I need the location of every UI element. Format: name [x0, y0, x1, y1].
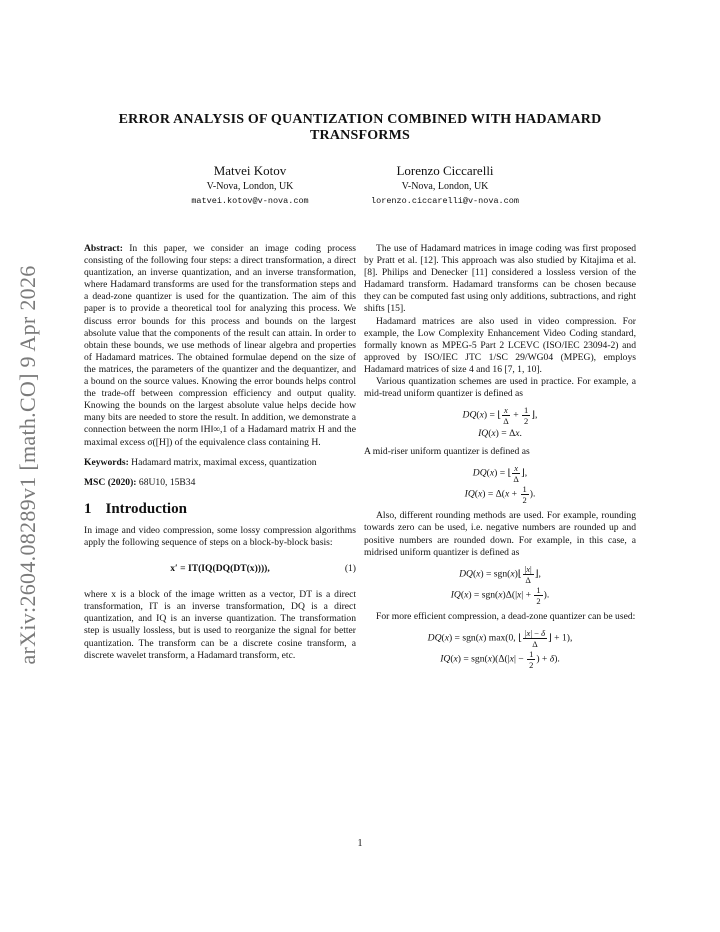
- msc-text: 68U10, 15B34: [138, 476, 196, 488]
- keywords: [84, 457, 356, 469]
- right-paragraph-5: Also, different rounding methods are used. For example, rounding towards zero can be used, i.e. negative numbers are rounded up and positive numbers are rounded down. For example, in this case, a midrised uniform quantizer is defined as: [364, 510, 636, 558]
- equation-1: [84, 563, 356, 575]
- msc: [84, 477, 356, 489]
- author-block-2: [320, 162, 570, 208]
- equation-mid-riser: DQ(x) = ⌊ $\frac{x}{\Delta}$ ⌋, IQ(x) = Δ(x + $\frac{1}{2}$ ).: [464, 463, 536, 506]
- right-paragraph-3: Various quantization schemes are used in practice. For example, a mid-tread uniform quantizer is defined as: [364, 376, 636, 400]
- msc-label: MSC (2020):: [84, 476, 137, 488]
- page-number: 1: [357, 838, 363, 849]
- right-paragraph-4: A mid-riser uniform quantizer is defined as: [364, 446, 530, 458]
- intro-paragraph-2: where x is a block of the image written as a vector, DT is a direct transformation, IT is an inverse transformation, DQ is a direct quantization, and IQ is an inverse quantization. The transformation step is usually lossless, but is used to reorganize the signal for better quantization. The transform can be a discrete cosine transform, a discrete wavelet transform, a Hadamard transform, etc.: [84, 589, 356, 661]
- abstract-label: Abstract:: [84, 243, 123, 254]
- author-affiliation: V-Nova, London, UK: [401, 181, 489, 192]
- keywords-label: Keywords:: [84, 456, 129, 468]
- author-email: lorenzo.ciccarelli@v-nova.com: [371, 196, 519, 206]
- abstract: [84, 243, 356, 449]
- keywords-text: Hadamard matrix, maximal excess, quantization: [131, 456, 317, 468]
- section-heading: [84, 500, 356, 517]
- equation-mid-tread: DQ(x) = ⌊ $\frac{x}{\Delta}$ + $\frac{1}{2}$ ⌋, IQ(x) = Δx.: [462, 405, 538, 440]
- equation-rounding-zero: DQ(x) = sgn(x)⌊ $\frac{|x|}{\Delta}$ ⌋, IQ(x) = sgn(x)Δ(|x| + $\frac{1}{2}$ ).: [450, 563, 550, 606]
- author-name: Lorenzo Ciccarelli: [396, 163, 494, 178]
- intro-paragraph-1: In image and video compression, some lossy compression algorithms apply the following sequence of steps on a block-by-block basis:: [84, 524, 356, 548]
- title-line-2: TRANSFORMS: [309, 128, 410, 143]
- title-line-1: ERROR ANALYSIS OF QUANTIZATION COMBINED WITH HADAMARD: [118, 112, 602, 127]
- equation-1-body: x′ = IT(IQ(DQ(DT(x)))),: [170, 563, 270, 575]
- right-column: [364, 243, 636, 675]
- section-title: Introduction: [105, 500, 187, 517]
- author-name: Matvei Kotov: [213, 163, 287, 178]
- equation-1-number: (1): [344, 563, 356, 575]
- section-number: 1: [84, 500, 92, 517]
- author-affiliation: V-Nova, London, UK: [206, 181, 294, 192]
- left-column: [84, 243, 356, 662]
- arxiv-identifier: arXiv:2604.08289v1 [math.CO] 9 Apr 2026: [15, 265, 40, 665]
- right-paragraph-1: The use of Hadamard matrices in image coding was first proposed by Pratt et al. [12]. This approach was also studied by Kitajima et al. [8]. Philips and Denecker [11] considered a lossless version of the Hadamard transform. Hadamard transforms can be chosen because they can be computed fast using only additions, subtractions, and right shifts [15].: [364, 243, 636, 315]
- arxiv-sidebar: [8, 240, 48, 690]
- equation-dead-zone: DQ(x) = sgn(x) max(0, ⌊ $\frac{|x| - \delta}{\Delta}$ ⌋ + 1), IQ(x) = sgn(x)(Δ(|x| − $\frac{1}{2}$ ) + δ).: [427, 627, 573, 670]
- abstract-text: In this paper, we consider an image coding process consisting of the following four steps: a direct transformation, a direct quantization, an inverse quantization, and an inverse transformation, where Hadamard transforms are used for the transformation steps and a dead-zone quantizer is used for the quantization. The aim of this paper is to provide a theoretical tool for analyzing this process. We discuss error bounds for this process and bounds on the largest absolute value that the components of the result can attain. In order to obtain these bounds, we use methods of linear algebra and properties of Hadamard matrices. The obtained formulae depend on the size of the matrices, the parameters of the quantizer and the dequantizer, and a bound on the source values. Knowing the error bounds helps control the trade-off between compression efficiency and output quality. Knowing the bounds on the largest absolute value helps decide how many bits are needed to store the result. In addition, we demonstrate a connection between the norm ‖H‖∞,1 of a Hadamard matrix H and the maximal excess σ([H]) of the equivalence class containing H.: [84, 243, 356, 448]
- right-paragraph-6: For more efficient compression, a dead-zone quantizer can be used:: [376, 610, 636, 622]
- author-email: matvei.kotov@v-nova.com: [191, 196, 309, 206]
- paper-title: [80, 112, 640, 144]
- right-paragraph-2: Hadamard matrices are also used in video compression. For example, the Low Complexity Enhancement Video Coding standard, formally known as MPEG-5 Part 2 LCEVC (ISO/IEC 23094-2) and approved by ISO/IEC JTC 1/SC 29/WG04 (MPEG), employs Hadamard matrices of size 4 and 16 [7, 1, 10].: [364, 315, 636, 375]
